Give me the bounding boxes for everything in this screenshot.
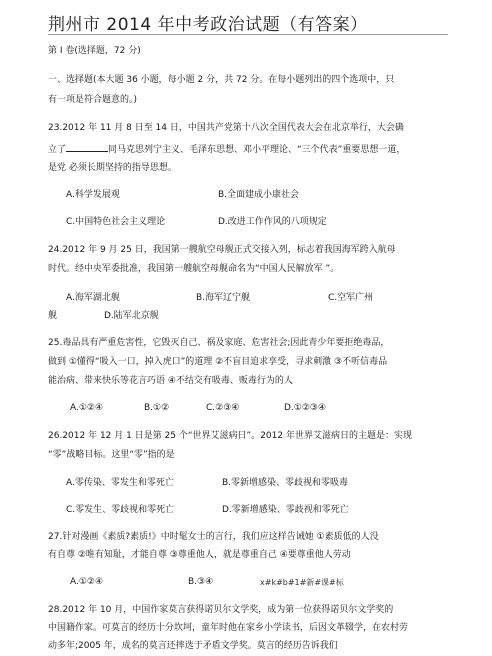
q27-option-a: A.①②④ (70, 577, 104, 587)
q24-line-2: 时代。经中央军委批准，我国第一艘航空母舰命名为“中国人民解放军 ”。 (48, 264, 340, 274)
q26-line-2: “零”战略目标。这里“零”指的是 (48, 450, 175, 460)
q25-option-b: B.①② (144, 403, 170, 413)
q27-line-2: 有自尊 ②唯有知耻，才能自尊 ③尊重他人，就是尊重自己 ④要尊重他人劳动 (48, 550, 351, 560)
q28-line-2: 中国籍作家。可莫言的经历十分坎坷，童年时他在家乡小学读书，后因文革辍学，在农村劳 (48, 623, 409, 633)
q23-option-b: B.全面建成小康社会 (218, 190, 300, 200)
q24-option-c-cont: 舰 (48, 311, 58, 321)
q25-line-2: 做到 ①懂得“吸入一口，掉入虎口”的道理 ②不盲目追求享受，寻求刺激 ③不听信毒品 (48, 357, 388, 367)
q23-line-1: 23.2012 年 11 月 8 日至 14 日，中国共产党第十八次全国代表大会在北京举行，大会确 (48, 123, 404, 133)
q28-line-1: 28.2012 年 10 月，中国作家莫言获得诺贝尔文学奖，成为第一位获得诺贝尔文学奖的 (48, 605, 394, 615)
watermark-text: x#k#b#1#新#课#标 (260, 578, 344, 587)
document-title: 荆州市 2014 年中考政治试题（有答案） (48, 15, 368, 35)
q23-line-3: 是党 必须长期坚持的指导思想。 (48, 163, 177, 173)
q23-option-d: D.改进工作作风的八项规定 (218, 217, 327, 227)
q24-option-c: C.空军广州 (328, 293, 374, 303)
instructions-line-1: 一、选择题(本大题 36 小题，每小题 2 分，共 72 分。在每小题列出的四个选项中，只 (48, 75, 395, 85)
q27-line-1: 27.针对漫画《素质?素质!》中时髦女士的言行，我们应这样告诫她 ①素质低的人没 (48, 532, 379, 542)
q25-option-d: D.①②③④ (284, 403, 327, 413)
q23-answer-blank (66, 142, 108, 152)
q26-option-c: C.零发生、零歧视和零死亡 (66, 505, 175, 515)
q25-line-3: 能治病、带来快乐等花言巧语 ④不结交有吸毒、贩毒行为的人 (48, 376, 293, 386)
q24-option-a: A.海军湖北舰 (66, 293, 120, 303)
q26-option-a: A.零传染、零发生和零死亡 (66, 478, 174, 488)
q26-option-b: B.零新增感染、零歧视和零吸毒 (222, 478, 349, 488)
q24-option-b: B.海军辽宁舰 (196, 293, 251, 303)
q26-line-1: 26.2012 年 12 月 1 日是第 25 个“世界艾滋病日”。2012 年世界艾滋病日的主题是：实现 (48, 431, 412, 441)
q26-option-d: D.零新增感染、零歧视和零死亡 (222, 505, 349, 515)
q25-option-c: C.②③④ (206, 403, 240, 413)
q24-option-d: D.陆军北京舰 (104, 311, 159, 321)
q28-line-3: 动多年;2005 年，成名的莫言还摔选于矛盾文学奖。莫言的经历告诉我们 (48, 641, 338, 651)
section-heading: 第 I 卷(选择题，72 分) (48, 46, 141, 56)
q25-line-1: 25.毒品具有严重危害性，它毁灭自己、祸及家庭、危害社会;因此青少年要拒绝毒品， (48, 338, 390, 348)
q23-line-2-prefix: 立了 (48, 145, 67, 155)
q25-option-a: A.①②④ (70, 403, 104, 413)
q23-option-a: A.科学发展观 (66, 190, 120, 200)
title-divider (48, 34, 448, 35)
q23-line-2-text: 同马克思列宁主义、毛泽东思想、邓小平理论、“三个代表”重要思想一道， (108, 145, 406, 155)
q23-line-2 (48, 142, 405, 156)
q23-option-c: C.中国特色社会主义理论 (66, 217, 166, 227)
q27-option-b: B.③④ (188, 577, 214, 587)
q24-line-1: 24.2012 年 9 月 25 日，我国第一艘航空母舰正式交接入列，标志着我国海军跨入航母 (48, 245, 396, 255)
instructions-line-2: 有一项是符合题意的。) (48, 95, 138, 105)
